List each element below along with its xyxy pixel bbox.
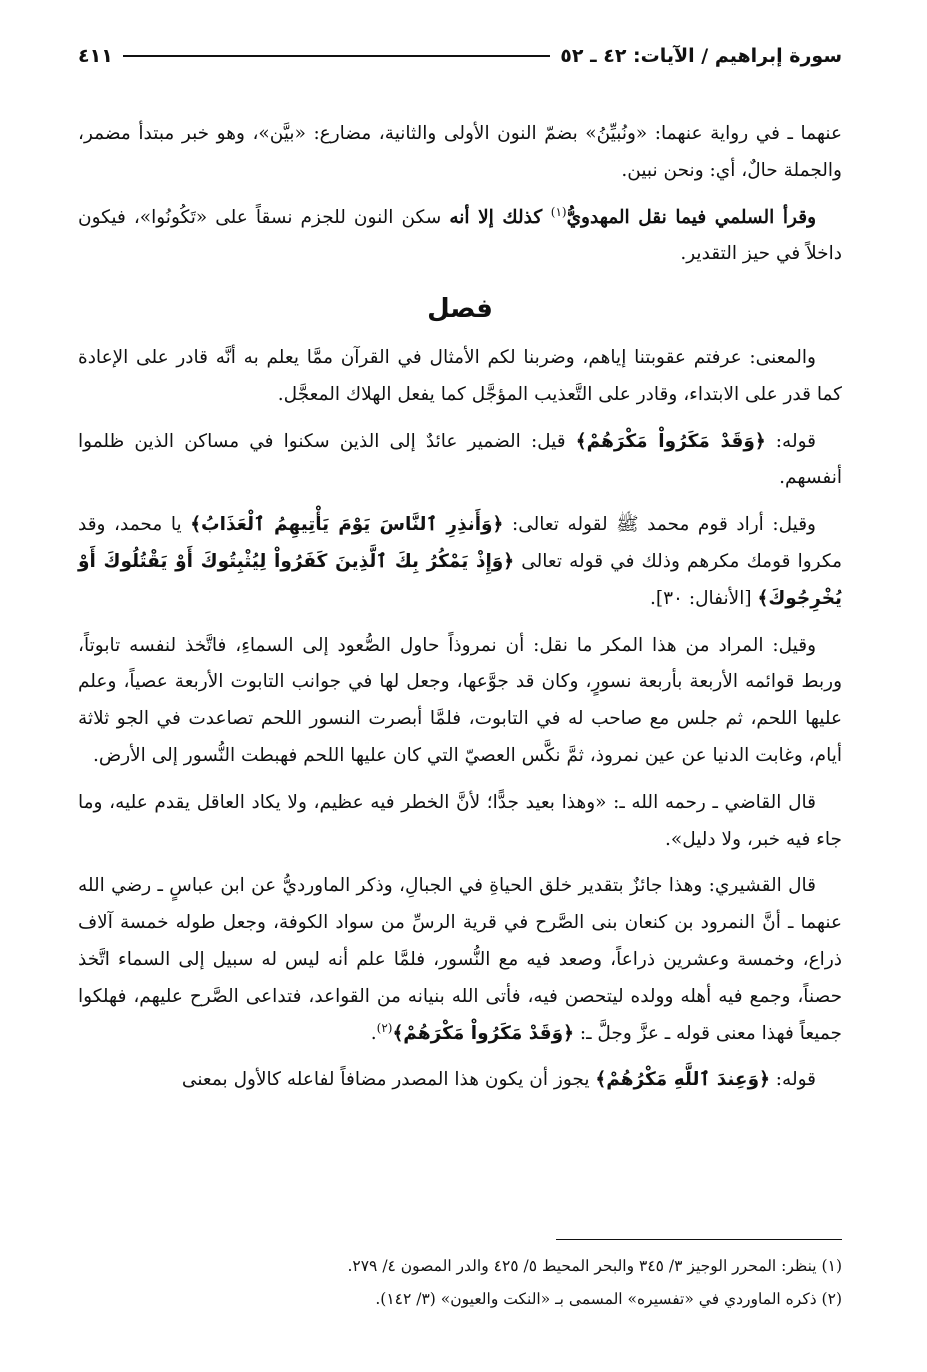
paragraph-5-ref: [الأنفال: ٣٠].: [650, 587, 758, 609]
main-text: [78, 116, 842, 1109]
paragraph-9-text: يجوز أن يكون هذا المصدر مضافاً لفاعله كالأول بمعنى: [181, 1069, 596, 1091]
footnote-ref-2[interactable]: (٢): [376, 1020, 393, 1035]
page-number: ٤١١: [78, 45, 113, 67]
paragraph-4-text: قيل: الضمير عائدٌ إلى الذين سكنوا في مساكن الذين ظلموا أنفسهم.: [78, 430, 842, 489]
paragraph-8-end: .: [370, 1022, 377, 1044]
quran-quote-2: ﴿وَأَنذِرِ ٱلنَّاسَ يَوْمَ يَأْتِيهِمُ ٱلْعَذَابُ﴾: [190, 514, 504, 536]
paragraph-3: والمعنى: عرفتم عقوبتنا إياهم، وضربنا لكم الأمثال في القرآن ممَّا يعلم به أنَّه قادر على الإعادة كما قدر على الابتداء، وقادر على التَّعذيب المؤجَّل كما يفعل الهلاك المعجَّل.: [78, 346, 842, 405]
quran-quote-1: ﴿وَقَدْ مَكَرُواْ مَكْرَهُمْ﴾: [575, 430, 766, 452]
book-page: [78, 38, 842, 1338]
quran-quote-4: ﴿وَقَدْ مَكَرُواْ مَكْرَهُمْ﴾: [392, 1022, 574, 1044]
footnote-2: (٢) ذكره الماوردي في «تفسيره» المسمى بـ «النكت والعيون» (٣/ ١٤٢).: [375, 1290, 842, 1308]
footnote-1: (١) ينظر: المحرر الوجيز ٣/ ٣٤٥ والبحر المحيط ٥/ ٤٢٥ والدر المصون ٤/ ٢٧٩.: [347, 1257, 842, 1275]
section-heading: فصل: [427, 294, 493, 325]
paragraph-7: قال القاضي ـ رحمه الله ـ: «وهذا بعيد جدًّا؛ لأنَّ الخطر فيه عظيم، ولا يكاد العاقل يقدم عليه، وما جاء فيه خبر، ولا دليل».: [78, 791, 842, 850]
paragraph-5-mid: يا محمد، وقد مكروا قومك مكرهم وذلك في قوله تعالى: [78, 514, 842, 572]
paragraph-9-lead: قوله:: [769, 1069, 816, 1091]
paragraph-2: [78, 200, 842, 274]
paragraph-2-text: سكن النون للجزم نسقاً على «تَكُونُوا»، فيكون داخلاً في حيز التقدير.: [78, 206, 842, 265]
paragraph-4: [78, 424, 842, 498]
running-header-title: سورة إبراهيم / الآيات: ٤٢ ـ ٥٢: [560, 45, 842, 67]
footnotes: [78, 1250, 842, 1316]
paragraph-8-text: قال القشيري: وهذا جائزٌ بتقدير خلق الحياةِ في الجبالِ، وذكر الماورديُّ عن ابن عباسٍ ـ رضي الله عنهما ـ أنَّ النمرود بن كنعان بنى الصَّرح في قرية الرسِّ من سواد الكوفة، وجعل طوله خمسة آلاف ذراع، وخمسة وعشرين ذراعاً، وصعد فيه مع النُّسور، فلمَّا علم أنه ليس له سبيل إلى السماء اتَّخذ حصناً، وجمع فيه أهله وولده ليتحصن فيه، فأتى الله بنيانه من القواعد، فتداعى الصَّرح عليهم، فهلكوا جميعاً فهذا معنى قوله ـ عزَّ وجلَّ ـ:: [78, 875, 842, 1044]
footnote-ref-1[interactable]: (١): [550, 204, 567, 219]
paragraph-5-lead: وقيل: أراد قوم محمد ﷺ لقوله تعالى:: [503, 514, 816, 536]
quran-quote-5: ﴿وَعِندَ ٱللَّهِ مَكْرُهُمْ﴾: [595, 1069, 770, 1091]
paragraph-9: [78, 1062, 842, 1099]
paragraph-4-lead: قوله:: [765, 430, 816, 452]
paragraph-5: [78, 507, 842, 617]
paragraph-8: [78, 868, 842, 1052]
paragraph-1: عنهما ـ في رواية عنهما: «ونُبيِّنُ» بضمّ النون الأولى والثانية، مضارع: «بيَّن»، وهو خبر مبتدأ مضمر، والجملة حالٌ، أي: ونحن نبين.: [78, 123, 842, 181]
paragraph-6: وقيل: المراد من هذا المكر ما نقل: أن نمروذاً حاول الصُّعود إلى السماءِ، فاتَّخذ لنفسه تابوتاً، وربط قوائمه الأربعة بأربعة نسورٍ، وكان قد جوَّعها، وجعل لها في جوانب التابوت الأربعة عصياً، وعلم عليها اللحم، ثم جلس مع صاحب له في التابوت، فلمَّا أبصرت النسور اللحم تصاعدت في الجو ثلاثة أيام، وغابت الدنيا عن عين نمروذ، ثمَّ نكَّس العصيّ التي كان عليها اللحم فهبطت النُّسور إلى الأرض.: [78, 634, 842, 766]
paragraph-2-bold-cont: كذلك إلا أنه: [449, 206, 551, 228]
running-header: [78, 38, 842, 74]
paragraph-2-bold-lead: وقرأ السلمي فيما نقل المهدويُّ: [566, 206, 817, 228]
quran-quote-3: ﴿وَإِذْ يَمْكُرُ بِكَ ٱلَّذِينَ كَفَرُواْ لِيُثْبِتُوكَ أَوْ يَقْتُلُوكَ أَوْ يُخْرِجُوكَ﴾: [78, 550, 842, 609]
footnote-separator: [556, 1239, 842, 1240]
header-rule: [123, 55, 550, 57]
